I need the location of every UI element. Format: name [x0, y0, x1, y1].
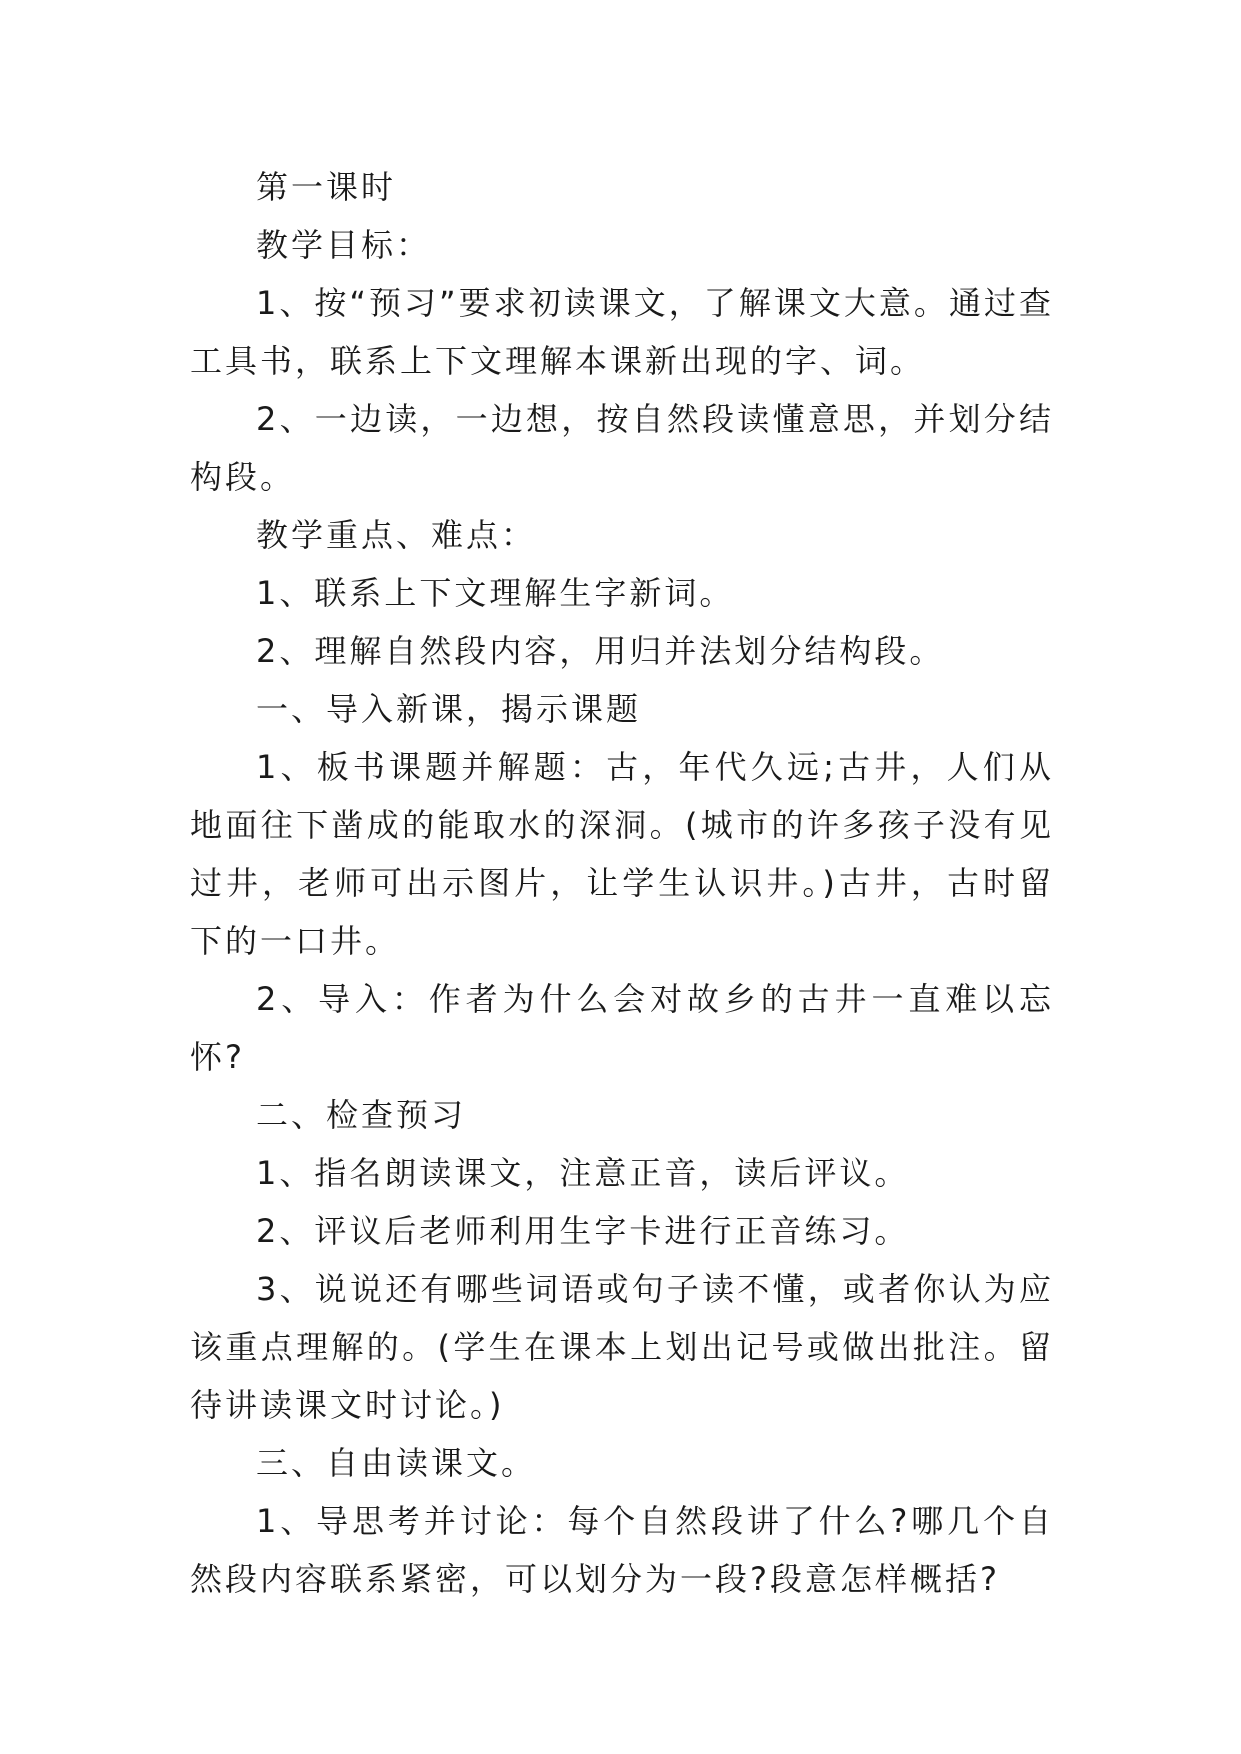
- step-heading: 三、自由读课文。: [256, 1444, 537, 1482]
- step-item: 1、板书课题并解题：古，年代久远;古井，人们从地面往下凿成的能取水的深洞。(城市的许多孩子没有见过井，老师可出示图片，让学生认识井。)古井，古时留下的一口井。: [190, 748, 1054, 960]
- step-heading: 二、检查预习: [256, 1096, 467, 1134]
- objective-item: 1、按“预习”要求初读课文，了解课文大意。通过查工具书，联系上下文理解本课新出现的字、词。: [190, 284, 1054, 380]
- objective-item: 2、一边读，一边想，按自然段读懂意思，并划分结构段。: [190, 400, 1054, 496]
- objectives-heading: 教学目标：: [256, 226, 432, 264]
- key-points-heading: 教学重点、难点：: [256, 516, 537, 554]
- step-item: 2、导入：作者为什么会对故乡的古井一直难以忘怀?: [190, 980, 1054, 1076]
- document-body: [190, 158, 1054, 1608]
- step-item: 1、导思考并讨论：每个自然段讲了什么?哪几个自然段内容联系紧密，可以划分为一段?段意怎样概括?: [190, 1502, 1054, 1598]
- section-heading: 第一课时: [256, 168, 397, 206]
- key-point-item: 1、联系上下文理解生字新词。: [256, 574, 735, 612]
- step-item: 3、说说还有哪些词语或句子读不懂，或者你认为应该重点理解的。(学生在课本上划出记号或做出批注。留待讲读课文时讨论。): [190, 1270, 1054, 1424]
- key-point-item: 2、理解自然段内容，用归并法划分结构段。: [256, 632, 945, 670]
- step-heading: 一、导入新课，揭示课题: [256, 690, 642, 728]
- step-item: 2、评议后老师利用生字卡进行正音练习。: [256, 1212, 910, 1250]
- step-item: 1、指名朗读课文，注意正音，读后评议。: [256, 1154, 910, 1192]
